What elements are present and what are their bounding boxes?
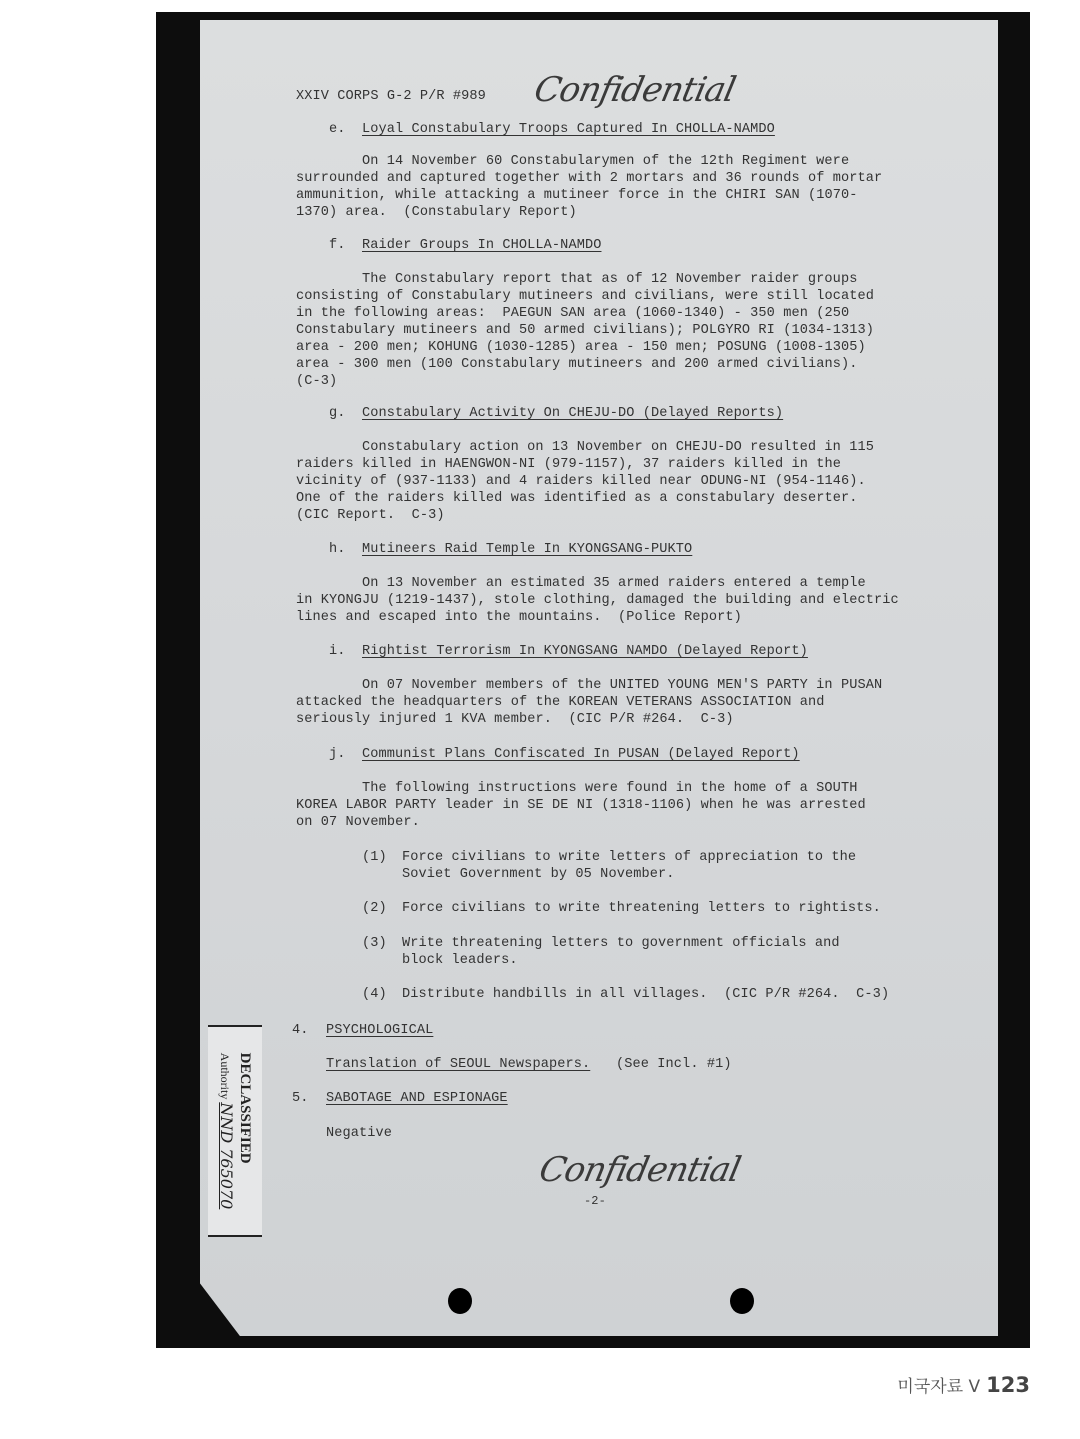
part-title-sabotage: SABOTAGE AND ESPIONAGE — [326, 1091, 508, 1106]
section-body-text: Constabulary action on 13 November on CHEJU-DO resulted in 115 raiders killed in HAENGWON-NI (979-1157), 37 raiders killed in the vicinity of (937-1133) and 4 raiders killed near ODUNG-NI (954-1146). One of the raiders killed was identified as a constabulary deserter. (CIC Report. C-3) — [296, 440, 874, 523]
section-title: Mutineers Raid Temple In KYONGSANG-PUKTO — [362, 542, 693, 557]
newspaper-translation: Translation of SEOUL Newspapers. — [326, 1057, 591, 1072]
instruction-text: Force civilians to write letters of appreciation to the Soviet Government by 05 November. — [402, 850, 857, 882]
page-number: -2- — [584, 1194, 606, 1208]
section-body-text: On 14 November 60 Constabularymen of the 12th Regiment were surrounded and captured together with 2 mortars and 36 rounds of mortar ammunition, while attacking a mutineer force in the CHIRI SAN (1070- 1370) area. (Constabulary Report) — [296, 154, 883, 220]
section-body — [296, 780, 866, 831]
section-body — [296, 677, 882, 728]
part-number: 4. — [292, 1023, 309, 1038]
section-letter: e. — [329, 122, 346, 137]
book-footer — [897, 1372, 1030, 1397]
instruction-text: Force civilians to write threatening letters to rightists. — [402, 901, 881, 916]
section-body-text: On 07 November members of the UNITED YOUNG MEN'S PARTY in PUSAN attacked the headquarters of the KOREAN VETERANS ASSOCIATION and seriously injured 1 KVA member. (CIC P/R #264. C-3) — [296, 678, 883, 727]
instruction-number: (1) — [362, 850, 387, 865]
footer-page-number: 123 — [986, 1373, 1030, 1397]
section-letter: i. — [329, 644, 346, 659]
punch-hole — [448, 1288, 472, 1314]
section-letter: f. — [329, 238, 346, 253]
section-title: Communist Plans Confiscated In PUSAN (Delayed Report) — [362, 747, 800, 762]
part-title-psychological: PSYCHOLOGICAL — [326, 1023, 434, 1038]
confidential-signature-bottom: Confidential — [535, 1150, 744, 1190]
declassified-title: DECLASSIFIED — [237, 1052, 253, 1164]
section-title: Rightist Terrorism In KYONGSANG NAMDO (Delayed Report) — [362, 644, 808, 659]
section-title: Constabulary Activity On CHEJU-DO (Delayed Reports) — [362, 406, 784, 421]
section-body — [296, 439, 874, 524]
section-body — [296, 271, 874, 390]
part5-body: Negative — [326, 1126, 393, 1141]
part-number: 5. — [292, 1091, 309, 1106]
confidential-signature-top: Confidential — [530, 70, 739, 110]
authority-value: NND 765070 — [217, 1102, 236, 1210]
punch-hole — [730, 1288, 754, 1314]
instruction-number: (4) — [362, 987, 387, 1002]
section-body-text: The following instructions were found in the home of a SOUTH KOREA LABOR PARTY leader in SE DE NI (1318-1106) when he was arrested on 07 November. — [296, 781, 866, 830]
instruction-text: Distribute handbills in all villages. (CIC P/R #264. C-3) — [402, 987, 890, 1002]
instruction-text: Write threatening letters to government officials and block leaders. — [402, 936, 840, 968]
inclosure-note: (See Incl. #1) — [616, 1057, 732, 1072]
authority-label: Authority — [218, 1052, 232, 1100]
section-body-text: On 13 November an estimated 35 armed raiders entered a temple in KYONGJU (1219-1437), stole clothing, damaged the building and electric lines and escaped into the mountains. (Police Report) — [296, 576, 899, 625]
footer-label: 미국자료 Ⅴ — [897, 1377, 981, 1397]
section-letter: h. — [329, 542, 346, 557]
section-body-text: The Constabulary report that as of 12 November raider groups consisting of Constabulary mutineers and civilians, were still located in the following areas: PAEGUN SAN area (1060-1340) - 350 men (250 Constabulary mutineers and 50 armed civilians); POLGYRO RI (1034-1313) area - 200 men; KOHUNG (1030-1285) area - 150 men; POSUNG (1008-1305) area - 300 men (100 Constabulary mutineers and 200 armed civilians). (C-3) — [296, 272, 875, 389]
section-title: Raider Groups In CHOLLA-NAMDO — [362, 238, 602, 253]
report-reference: XXIV CORPS G-2 P/R #989 — [296, 89, 486, 104]
section-letter: j. — [329, 747, 346, 762]
declassified-stamp — [208, 1025, 262, 1237]
section-letter: g. — [329, 406, 346, 421]
instruction-number: (3) — [362, 936, 387, 951]
section-body — [296, 575, 899, 626]
section-body — [296, 153, 882, 221]
section-title: Loyal Constabulary Troops Captured In CHOLLA-NAMDO — [362, 122, 775, 137]
instruction-number: (2) — [362, 901, 387, 916]
